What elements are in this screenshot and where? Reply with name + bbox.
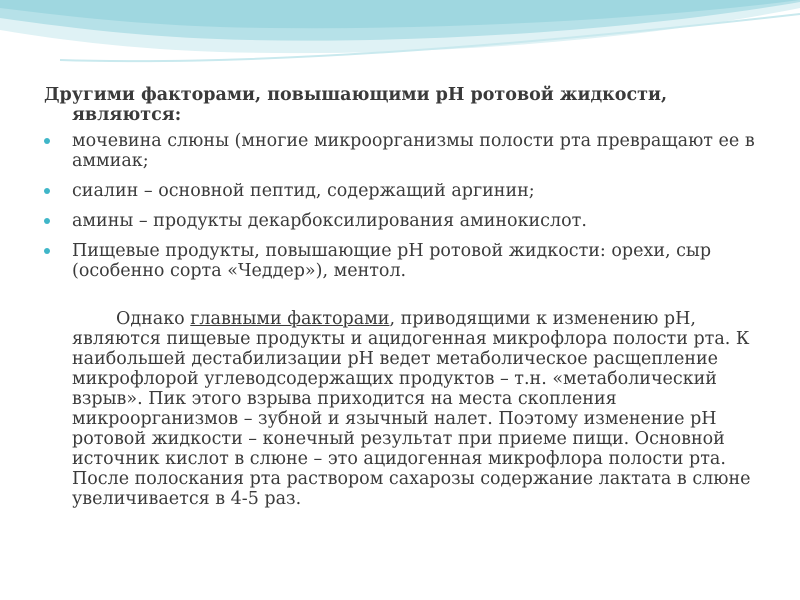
paragraph-rest: , приводящими к изменению рН, являются пищевые продукты и ацидогенная микрофлора полости рта. К наибольшей дестабилизации рН ведет метаболическое расщепление микрофлорой углеводсодержащих продуктов – т.н. «метаболический взрыв». Пик этого взрыва приходится на места скопления микроорганизмов – зубной и язычный налет. Поэтому изменение рН ротовой жидкости – конечный результат при приеме пищи. Основной источник кислот в слюне – это ацидогенная микрофлора полости рта. После полоскания рта раствором сахарозы содержание лактата в слюне увеличивается в 4-5 раз. xyxy=(72,309,751,509)
list-item xyxy=(44,181,759,201)
factor-list xyxy=(44,131,759,281)
bullet-icon xyxy=(44,188,50,194)
heading-line-1: Другими факторами, повышающими рН ротовой жидкости, xyxy=(44,85,668,105)
list-item-text: Пищевые продукты, повышающие рН ротовой жидкости: орехи, сыр (особенно сорта «Чеддер»), ментол. xyxy=(72,241,712,281)
heading-line-2: являются: xyxy=(72,105,182,125)
bullet-icon xyxy=(44,218,50,224)
paragraph-underlined-term: главными факторами xyxy=(190,309,390,329)
slide-heading xyxy=(44,85,759,125)
bullet-icon xyxy=(44,138,50,144)
slide-content xyxy=(44,85,759,509)
list-item-text: амины – продукты декарбоксилирования аминокислот. xyxy=(72,211,587,231)
list-item xyxy=(44,241,759,281)
header-wave-decoration xyxy=(0,0,800,75)
list-item xyxy=(44,211,759,231)
list-item-text: мочевина слюны (многие микроорганизмы полости рта превращают ее в аммиак; xyxy=(72,131,755,171)
list-item-text: сиалин – основной пептид, содержащий аргинин; xyxy=(72,181,535,201)
paragraph-start: Однако xyxy=(116,309,191,329)
bullet-icon xyxy=(44,248,50,254)
list-item xyxy=(44,131,759,171)
main-paragraph xyxy=(44,309,759,509)
